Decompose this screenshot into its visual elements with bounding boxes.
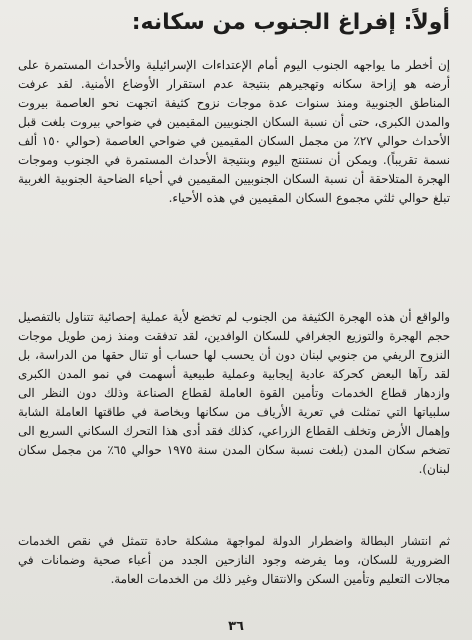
paragraph-1: إن أخطر ما يواجهه الجنوب اليوم أمام الإعتداءات الإسرائيلية والأحداث المستمرة على أرضه هو إزاحة سكانه وتهجيرهم بنتيجة عدم استقرار الأوضاع الأمنية. لقد عرفت المناطق الجنوبية ومنذ سنوات عدة موجات نزوح كثيفة اتجهت نحو العاصمة بيروت والمدن الكبرى، حتى أن نسبة السكان الجنوبيين المقيمين في ضواحي بيروت بلغت قبل الأحداث حوالي ٢٧٪ من مجمل السكان المقيمين في ضواحي العاصمة (حوالي ١٥٠ ألف نسمة تقريباً). ويمكن أن نستنتج اليوم وبنتيجة الأحداث المستمرة في الجنوب وموجات الهجرة المتلاحقة أن نسبة السكان الجنوبيين المقيمين في أحياء الضاحية الجنوبية الغربية تبلغ حوالي ثلثي مجموع السكان المقيمين في هذه الأحياء. — [18, 57, 451, 205]
section-heading: أولاً: إفراغ الجنوب من سكانه: — [131, 10, 450, 35]
paragraph-3: ثم انتشار البطالة واضطرار الدولة لمواجهة مشكلة حادة تتمثل في نقص الخدمات الضرورية للسكان، وما يفرضه وجود النازحين الجدد من أعباء صحية وضمانات في مجالات التعليم وتأمين السكن والانتقال وغير ذلك من الخدمات العامة. — [18, 533, 450, 586]
paragraph-2: والواقع أن هذه الهجرة الكثيفة من الجنوب لم تخضع لأية عملية إحصائية تتناول بالتفصيل حجم الهجرة والتوزيع الجغرافي للسكان الوافدين، لقد تدفقت ومنذ زمن طويل موجات النزوح الريفي من جنوبي لبنان دون أن يحسب لها حساب أو تنال حقها من الدراسة، بل لقد رآها البعض كحركة عادية إيجابية وعملية طبيعية أسهمت في نمو المدن الكبرى وازدهار قطاع الخدمات وتأمين القوة العاملة لقطاع الصناعة وذلك دون النظر الى سلبياتها التي تمثلت في تعرية الأرياف من سكانها وبخاصة في طاقتها العاملة الشابة وإهمال الأرض وتخلف القطاع الزراعي، كذلك فقد أدى هذا التحرك السكاني السريع الى تضخم سكان المدن (بلغت نسبة سكان المدن سنة ١٩٧٥ حوالي ٦٥٪ من مجمل سكان لبنان). — [18, 309, 450, 476]
page-number: ٣٦ — [228, 619, 244, 634]
